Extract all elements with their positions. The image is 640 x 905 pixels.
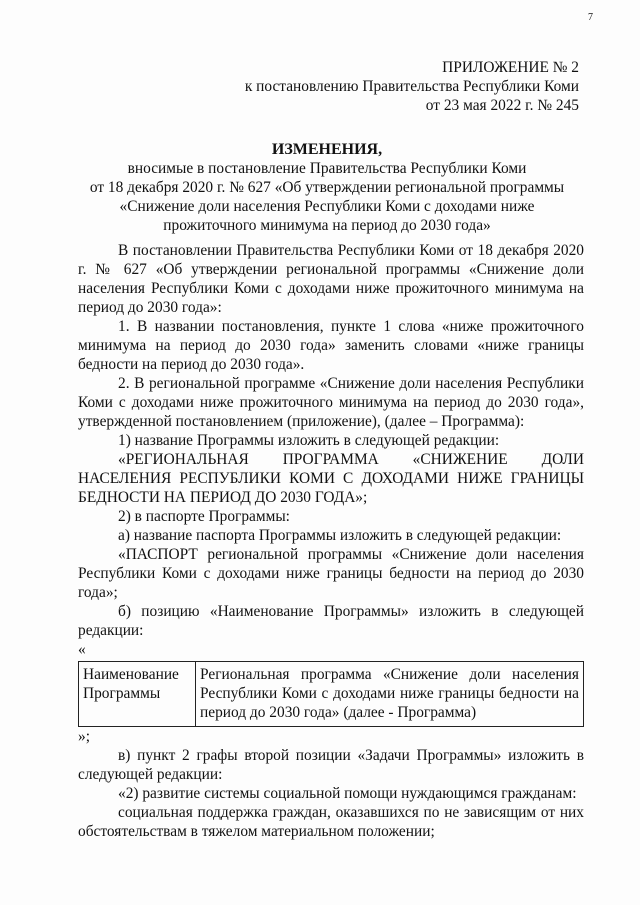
paragraph-2-1: 1) название Программы изложить в следующей редакции:: [118, 432, 500, 449]
paragraph-1: 1. В названии постановления, пункте 1 слова «ниже прожиточного минимума на период до 2030 года» заменить словами «ниже границы бедности на период до 2030 года».: [78, 318, 584, 373]
title-line-4: прожиточного минимума на период до 2030 года»: [163, 217, 491, 234]
appendix-line-1: ПРИЛОЖЕНИЕ № 2: [442, 59, 579, 76]
paragraph-2-2v-text-2: социальная поддержка граждан, оказавшихся по не зависящим от них обстоятельствам в тяжелом материальном положении;: [78, 804, 584, 840]
program-name-table: [78, 661, 584, 727]
paragraph-2-2a-text: «ПАСПОРТ региональной программы «Снижение доли населения Республики Коми с доходами ниже границы бедности на период до 2030 года»;: [78, 546, 584, 601]
close-quote: »;: [78, 728, 90, 745]
paragraph-2: 2. В региональной программе «Снижение доли населения Республики Коми с доходами ниже прожиточного минимума на период до 2030 года», утвержденной постановлением (приложение), (далее – Программа):: [78, 375, 584, 430]
table-label-cell: Наименование Программы: [79, 662, 196, 727]
title-heading: ИЗМЕНЕНИЯ,: [271, 141, 383, 158]
page-number: 7: [588, 12, 593, 23]
appendix-line-2: к постановлению Правительства Республики Коми: [244, 78, 579, 95]
table-row: [79, 662, 584, 727]
title-line-2: от 18 декабря 2020 г. № 627 «Об утверждении региональной программы: [89, 179, 565, 196]
intro-paragraph: В постановлении Правительства Республики Коми от 18 декабря 2020 г. № 627 «Об утверждении региональной программы «Снижение доли населения Республики Коми с доходами ниже прожиточного минимума на период до 2030 года»:: [78, 242, 584, 316]
document-body: [78, 241, 584, 841]
paragraph-2-2v-text-1: «2) развитие системы социальной помощи нуждающимся гражданам:: [118, 785, 577, 802]
paragraph-2-2: 2) в паспорте Программы:: [118, 508, 290, 525]
paragraph-2-2a: а) название паспорта Программы изложить в следующей редакции:: [118, 527, 562, 544]
paragraph-2-1-text: «РЕГИОНАЛЬНАЯ ПРОГРАММА «СНИЖЕНИЕ ДОЛИ НАСЕЛЕНИЯ РЕСПУБЛИКИ КОМИ С ДОХОДАМИ НИЖЕ ГРАНИЦЫ БЕДНОСТИ НА ПЕРИОД ДО 2030 ГОДА»;: [78, 451, 584, 506]
table-value-cell: Региональная программа «Снижение доли населения Республики Коми с доходами ниже границы бедности на период до 2030 года» (далее - Программа): [196, 662, 584, 727]
appendix-line-3: от 23 мая 2022 г. № 245: [425, 97, 579, 114]
document-title: [78, 140, 576, 235]
paragraph-2-2b: б) позицию «Наименование Программы» изложить в следующей редакции:: [78, 603, 584, 639]
title-line-3: «Снижение доли населения Республики Коми с доходами ниже: [119, 198, 535, 215]
title-line-1: вносимые в постановление Правительства Республики Коми: [127, 160, 527, 177]
appendix-header: [245, 58, 579, 115]
open-quote: «: [78, 641, 86, 658]
paragraph-2-2v: в) пункт 2 графы второй позиции «Задачи Программы» изложить в следующей редакции:: [78, 747, 584, 783]
